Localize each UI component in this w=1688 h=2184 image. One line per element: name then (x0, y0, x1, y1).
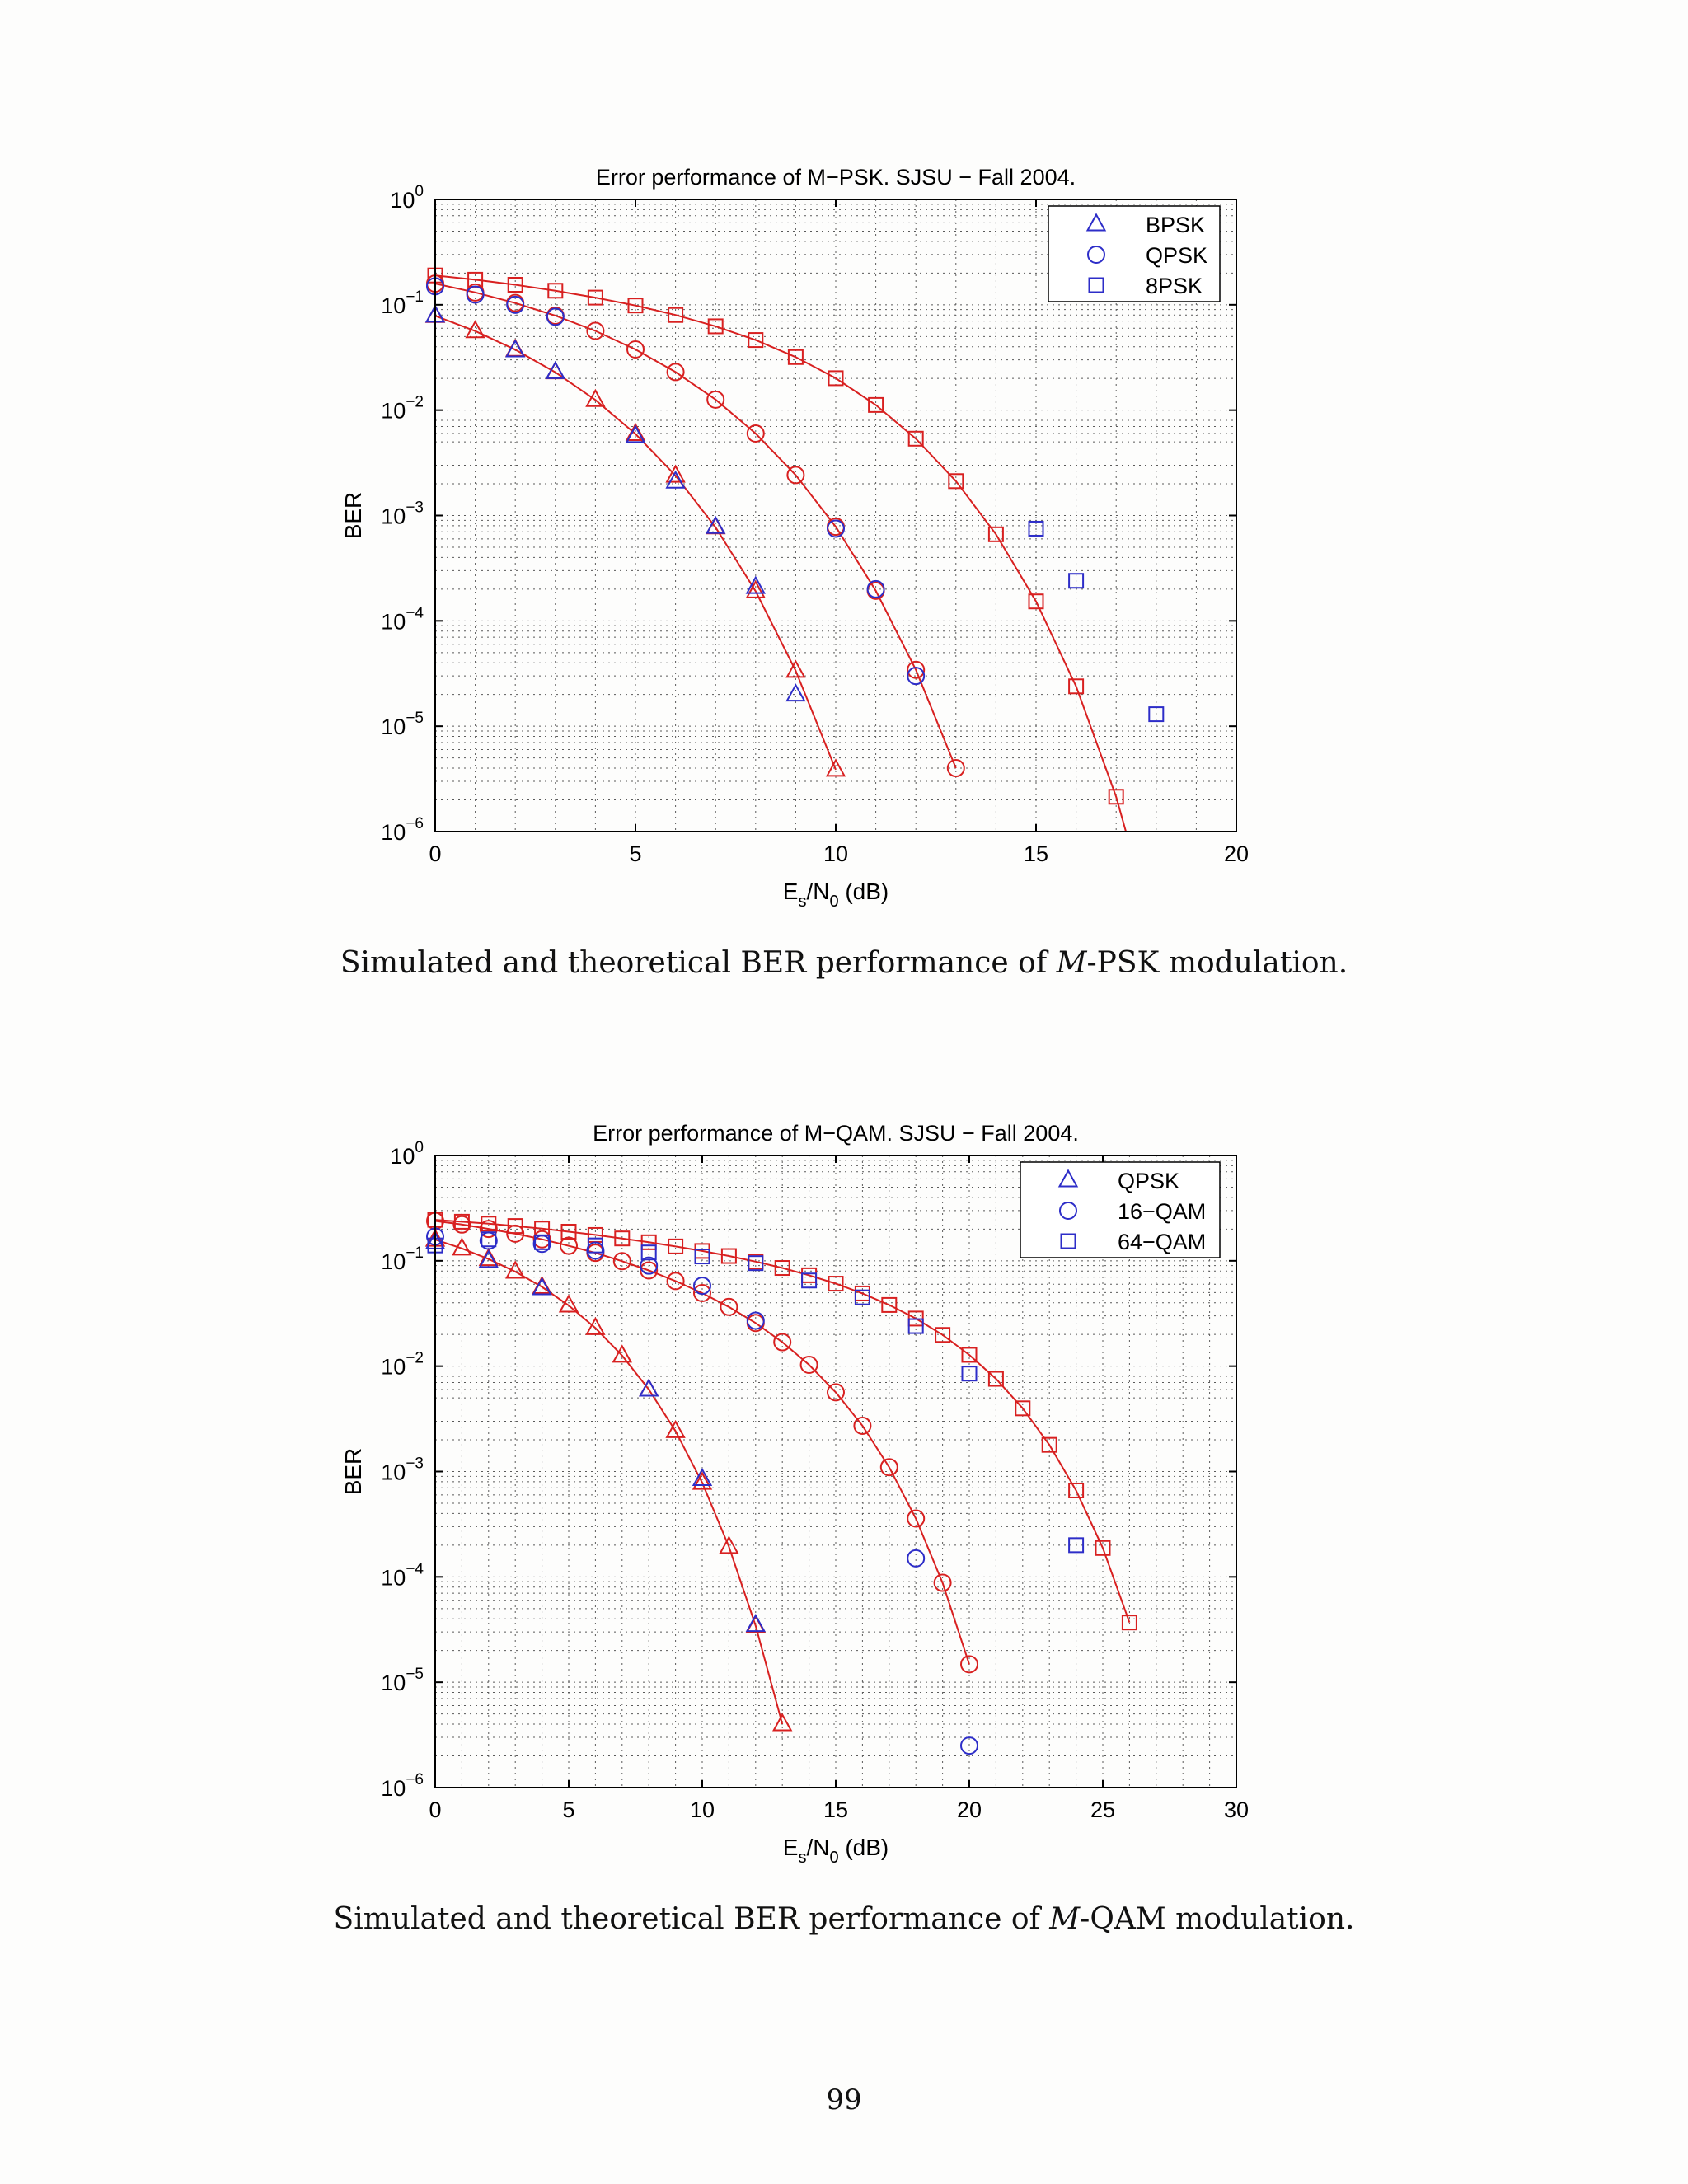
x-tick-label: 15 (823, 1797, 849, 1822)
y-tick-label: $10^{-6}$ (381, 1771, 424, 1801)
caption-psk-prefix: Simulated and theoretical BER performance of (340, 946, 1057, 980)
x-tick-label: 0 (429, 841, 442, 866)
theory-point-QPSK (667, 1422, 684, 1437)
theory-point-QPSK (560, 1296, 578, 1311)
y-tick-label: $10^{-5}$ (381, 710, 424, 740)
caption-qam-suffix: -QAM modulation. (1080, 1902, 1355, 1936)
legend-label: 64−QAM (1118, 1230, 1207, 1254)
theory-point-BPSK (587, 391, 604, 406)
x-axis-label: $E_s/N_0$ (dB) (782, 879, 889, 911)
y-tick-label: $10^0$ (390, 183, 424, 213)
x-tick-label: 20 (1223, 841, 1250, 866)
chart-title: Error performance of M−PSK. SJSU − Fall 2004. (595, 165, 1076, 190)
legend-label: QPSK (1146, 243, 1208, 268)
chart-title: Error performance of M−QAM. SJSU − Fall 2004. (593, 1121, 1079, 1146)
y-tick-label: $10^{-1}$ (381, 1244, 424, 1274)
legend-label: QPSK (1118, 1169, 1180, 1193)
theory-point-QPSK (587, 1319, 604, 1334)
simulated-point-BPSK (507, 341, 524, 357)
legend-label: 8PSK (1146, 274, 1203, 298)
simulated-point-QPSK (547, 308, 564, 325)
y-tick-label: $10^{-2}$ (381, 1349, 424, 1380)
y-tick-label: $10^0$ (390, 1139, 424, 1169)
x-tick-label: 0 (429, 1797, 442, 1822)
y-tick-label: $10^{-5}$ (381, 1666, 424, 1696)
caption-psk-symbol: M (1056, 946, 1087, 980)
caption-qam-symbol: M (1049, 1902, 1081, 1936)
legend-label: BPSK (1146, 213, 1206, 237)
x-tick-label: 15 (1023, 841, 1049, 866)
x-tick-label: 5 (629, 841, 642, 866)
psk-ber-chart (0, 148, 1688, 940)
y-tick-label: $10^{-2}$ (381, 393, 424, 424)
y-tick-label: $10^{-3}$ (381, 499, 424, 529)
caption-psk-suffix: -PSK modulation. (1086, 946, 1348, 980)
psk-figure-caption (0, 946, 1688, 980)
y-tick-label: $10^{-4}$ (381, 604, 424, 635)
y-tick-label: $10^{-6}$ (381, 815, 424, 845)
y-tick-label: $10^{-1}$ (381, 288, 424, 318)
y-axis-label: BER (340, 1447, 366, 1496)
x-tick-label: 30 (1223, 1797, 1250, 1822)
y-tick-label: $10^{-3}$ (381, 1455, 424, 1485)
x-axis-label: $E_s/N_0$ (dB) (782, 1835, 889, 1867)
caption-qam-prefix: Simulated and theoretical BER performance of (333, 1902, 1050, 1936)
qam-figure-caption (0, 1902, 1688, 1936)
simulated-point-16−QAM (907, 1550, 924, 1567)
x-tick-label: 10 (823, 841, 849, 866)
x-tick-label: 5 (562, 1797, 575, 1822)
y-tick-label: $10^{-4}$ (381, 1560, 424, 1591)
simulated-point-64−QAM (963, 1366, 977, 1380)
simulated-point-16−QAM (694, 1277, 710, 1294)
x-tick-label: 25 (1090, 1797, 1116, 1822)
simulated-point-QPSK (868, 581, 884, 598)
legend-label: 16−QAM (1118, 1199, 1207, 1224)
theory-curve-8PSK (435, 275, 1156, 940)
theory-curve-16−QAM (435, 1221, 969, 1665)
x-tick-label: 20 (956, 1797, 982, 1822)
y-axis-label: BER (340, 491, 366, 540)
x-tick-label: 10 (689, 1797, 715, 1822)
page-number: 99 (826, 2083, 862, 2116)
simulated-point-16−QAM (961, 1737, 978, 1754)
qam-ber-chart (0, 1104, 1688, 1896)
